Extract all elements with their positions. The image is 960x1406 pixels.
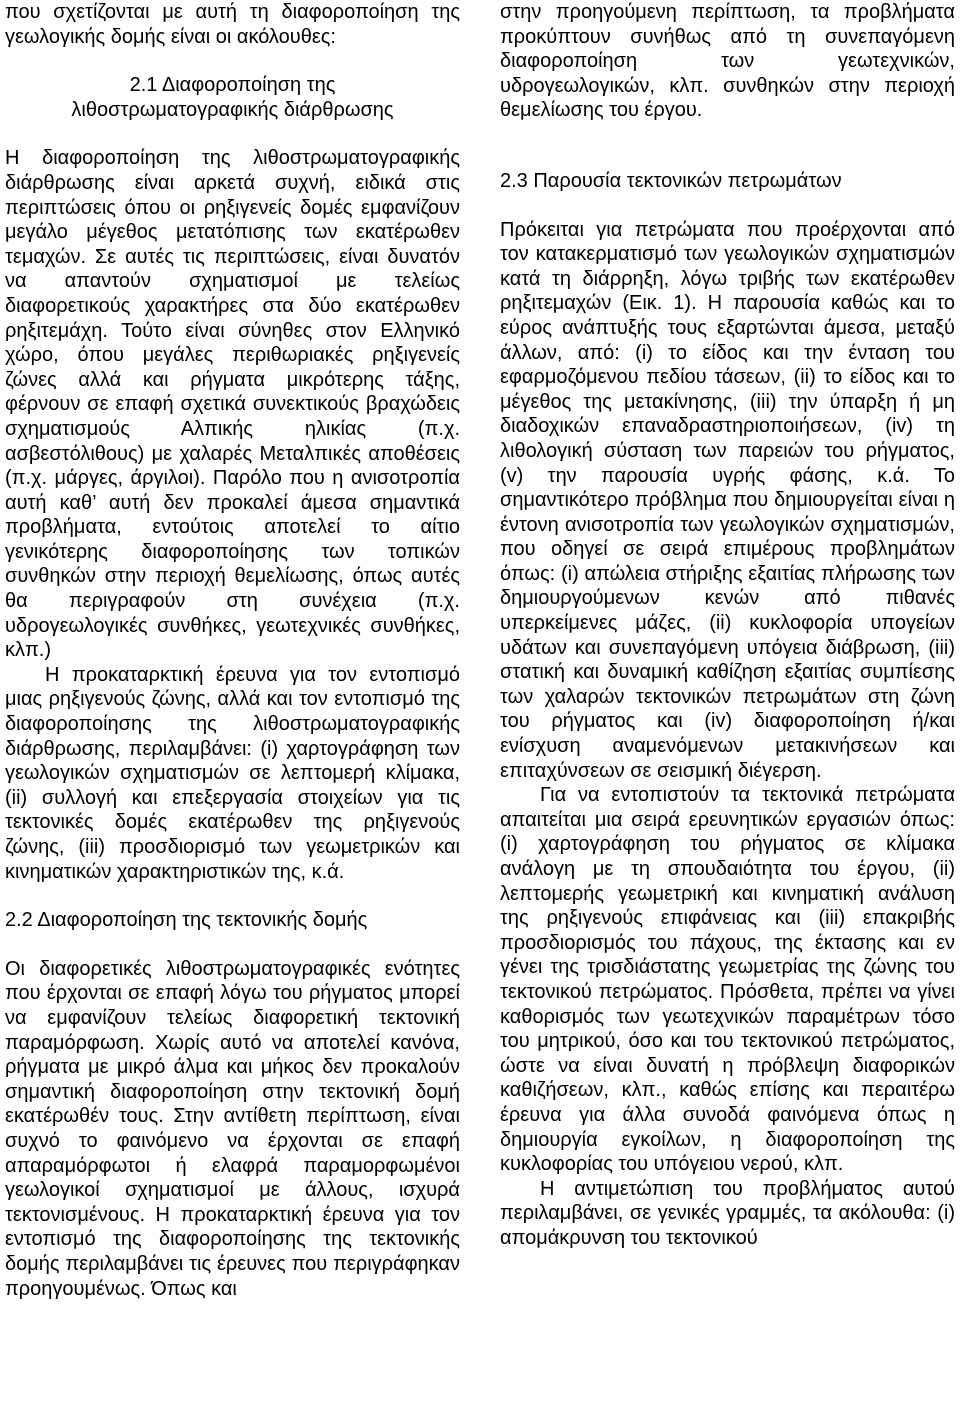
left-column	[5, 0, 460, 1301]
section-2-1-heading-line-1: 2.1 Διαφοροποίηση της	[129, 74, 336, 97]
right-column	[500, 0, 955, 1251]
section-2-3-paragraph-3: Η αντιμετώπιση του προβλήματος αυτού περιλαμβάνει, σε γενικές γραμμές, τα ακόλουθα: (i) απομάκρυνση του τεκτονικού	[500, 1177, 955, 1249]
section-2-1-paragraph-1: Η διαφοροποίηση της λιθοστρωματογραφικής διάρθρωσης είναι αρκετά συχνή, ειδικά στις περιπτώσεις όπου οι ρηξιγενείς δομές εμφανίζουν μεγάλο μέγεθος μετατόπισης των εκατέρωθεν τεμαχών. Σε αυτές τις περιπτώσεις, είναι δυνατόν να απαντούν σχηματισμοί με τελείως διαφορετικούς χαρακτήρες στα δύο εκατέρωθεν ρηξιτεμάχη. Τούτο είναι σύνηθες στον Ελληνικό χώρο, όπου μεγάλες περιθωριακές ρηξιγενείς ζώνες αλλά και ρήγματα μικρότερης τάξης, φέρνουν σε επαφή σχετικά συνεκτικούς βραχώδεις σχηματισμούς Αλπικής ηλικίας (π.χ. ασβεστόλιθους) με χαλαρές Μεταλπικές αποθέσεις (π.χ. μάργες, άργιλοι). Παρόλο που η ανισοτροπία αυτή καθ’ αυτή δεν προκαλεί άμεσα σημαντικά προβλήματα, εντούτοις αποτελεί το αίτιο γενικότερης διαφοροποίησης των τοπικών συνθηκών στην περιοχή θεμελίωσης, όπως αυτές θα περιγραφούν στη συνέχεια (π.χ. υδρογεωλογικές συνθήκες, γεωτεχνικές συνθήκες, κλπ.)	[5, 147, 460, 662]
continuation-paragraph: στην προηγούμενη περίπτωση, τα προβλήματα προκύπτουν συνήθως από τη συνεπαγόμενη διαφοροποίηση των γεωτεχνικών, υδρογεωλογικών, κλπ. συνθηκών στην περιοχή θεμελίωσης του έργου.	[500, 1, 955, 122]
section-2-3-heading: 2.3 Παρουσία τεκτονικών πετρωμάτων	[500, 169, 842, 192]
section-2-1-paragraph-2: Η προκαταρκτική έρευνα για τον εντοπισμό μιας ρηξιγενούς ζώνης, αλλά και τον εντοπισμό της διαφοροποίησης της λιθοστρωματογραφικής διάρθρωσης, περιλαμβάνει: (i) χαρτογράφηση των γεωλογικών σχηματισμών σε λεπτομερή κλίμακα, (ii) συλλογή και επεξεργασία στοιχείων για τις τεκτονικές δομές εκατέρωθεν της ρηξιγενούς ζώνης, (iii) προσδιορισμό των γεωμετρικών και κινηματικών χαρακτηριστικών της, κ.ά.	[5, 663, 460, 883]
section-2-3-paragraph-2: Για να εντοπιστούν τα τεκτονικά πετρώματα απαιτείται μια σειρά ερευνητικών εργασιών όπως: (i) χαρτογράφηση του ρήγματος σε κλίμακα ανάλογη με τη σπουδαιότητα του έργου, (ii) λεπτομερής γεωμετρική και κινηματική ανάλυση της ρηξιγενούς επιφάνειας και (iii) επακριβής προσδιορισμός του πάχους, της έκτασης και εν γένει της τρισδιάστατης γεωμετρίας της ζώνης του τεκτονικού πετρώματος. Πρόσθετα, πρέπει να γίνει καθορισμός των γεωτεχνικών παραμέτρων τόσο του μητρικού, όσο και του τεκτονικού πετρώματος, ώστε να είναι δυνατή η πρόβλεψη διαφορικών καθιζήσεων, κλπ., καθώς επίσης και περαιτέρω έρευνα για άλλα συνοδά φαινόμενα όπως η δημιουργία εγκοίλων, η διαφοροποίηση της κυκλοφορίας του υπόγειου νερού, κλπ.	[500, 784, 955, 1176]
intro-paragraph: που σχετίζονται με αυτή τη διαφοροποίηση της γεωλογικής δομής είναι οι ακόλουθες:	[5, 1, 460, 48]
section-2-3-paragraph-1: Πρόκειται για πετρώματα που προέρχονται από τον κατακερματισμό των γεωλογικών σχηματισμών κατά τη διάρρηξη, λόγω τριβής των εκατέρωθεν ρηξιτεμαχών (Εικ. 1). Η παρουσία καθώς και το εύρος ανάπτυξής τους εξαρτώνται άμεσα, μεταξύ άλλων, από: (i) το είδος και την ένταση του εφαρμοζόμενου πεδίου τάσεων, (ii) το είδος και το μέγεθος της μετακίνησης, (iii) την ύπαρξη ή μη διαδοχικών επαναδραστηριοποιήσεων, (iv) τη λιθολογική σύσταση των παρειών του ρήγματος, (v) την παρουσία υγρής φάσης, κ.ά. Το σημαντικότερο πρόβλημα που δημιουργείται είναι η έντονη ανισοτροπία των γεωλογικών σχηματισμών, που οδηγεί σε σειρά επιμέρους προβλημάτων όπως: (i) απώλεια στήριξης εξαιτίας πλήρωσης των δημιουργούμενων κενών από πιθανές υπερκείμενες μάζες, (ii) κυκλοφορία υπογείων υδάτων και συνεπαγόμενη υπόγεια διάβρωση, (iii) στατική και δυναμική καθίζηση εξαιτίας συμπίεσης των χαλαρών τεκτονικών πετρωμάτων στη ζώνη του ρήγματος και (iv) διαφοροποίηση ή/και ενίσχυση αναμενόμενων μετακινήσεων και επιταχύνσεων σε σεισμική διέγερση.	[500, 218, 955, 782]
section-2-2-heading: 2.2 Διαφοροποίηση της τεκτονικής δομής	[5, 909, 368, 932]
section-2-1-heading-line-2: λιθοστρωματογραφικής διάρθρωσης	[71, 98, 394, 121]
section-2-2-paragraph-1: Οι διαφορετικές λιθοστρωματογραφικές ενότητες που έρχονται σε επαφή λόγω του ρήγματος μπορεί να εμφανίζουν τελείως διαφορετική τεκτονική παραμόρφωση. Χωρίς αυτό να αποτελεί κανόνα, ρήγματα με μικρό άλμα και μήκος δεν προκαλούν σημαντική διαφοροποίηση στην τεκτονική δομή εκατέρωθέν τους. Στην αντίθετη περίπτωση, είναι συχνό το φαινόμενο να έρχονται σε επαφή απαραμόρφωτοι ή ελαφρά παραμορφωμένοι γεωλογικοί σχηματισμοί με άλλους, ισχυρά τεκτονισμένους. Η προκαταρκτική έρευνα για τον εντοπισμό της διαφοροποίησης της τεκτονικής δομής περιλαμβάνει τις έρευνες που περιγράφηκαν προηγουμένως. Όπως και	[5, 957, 460, 1300]
